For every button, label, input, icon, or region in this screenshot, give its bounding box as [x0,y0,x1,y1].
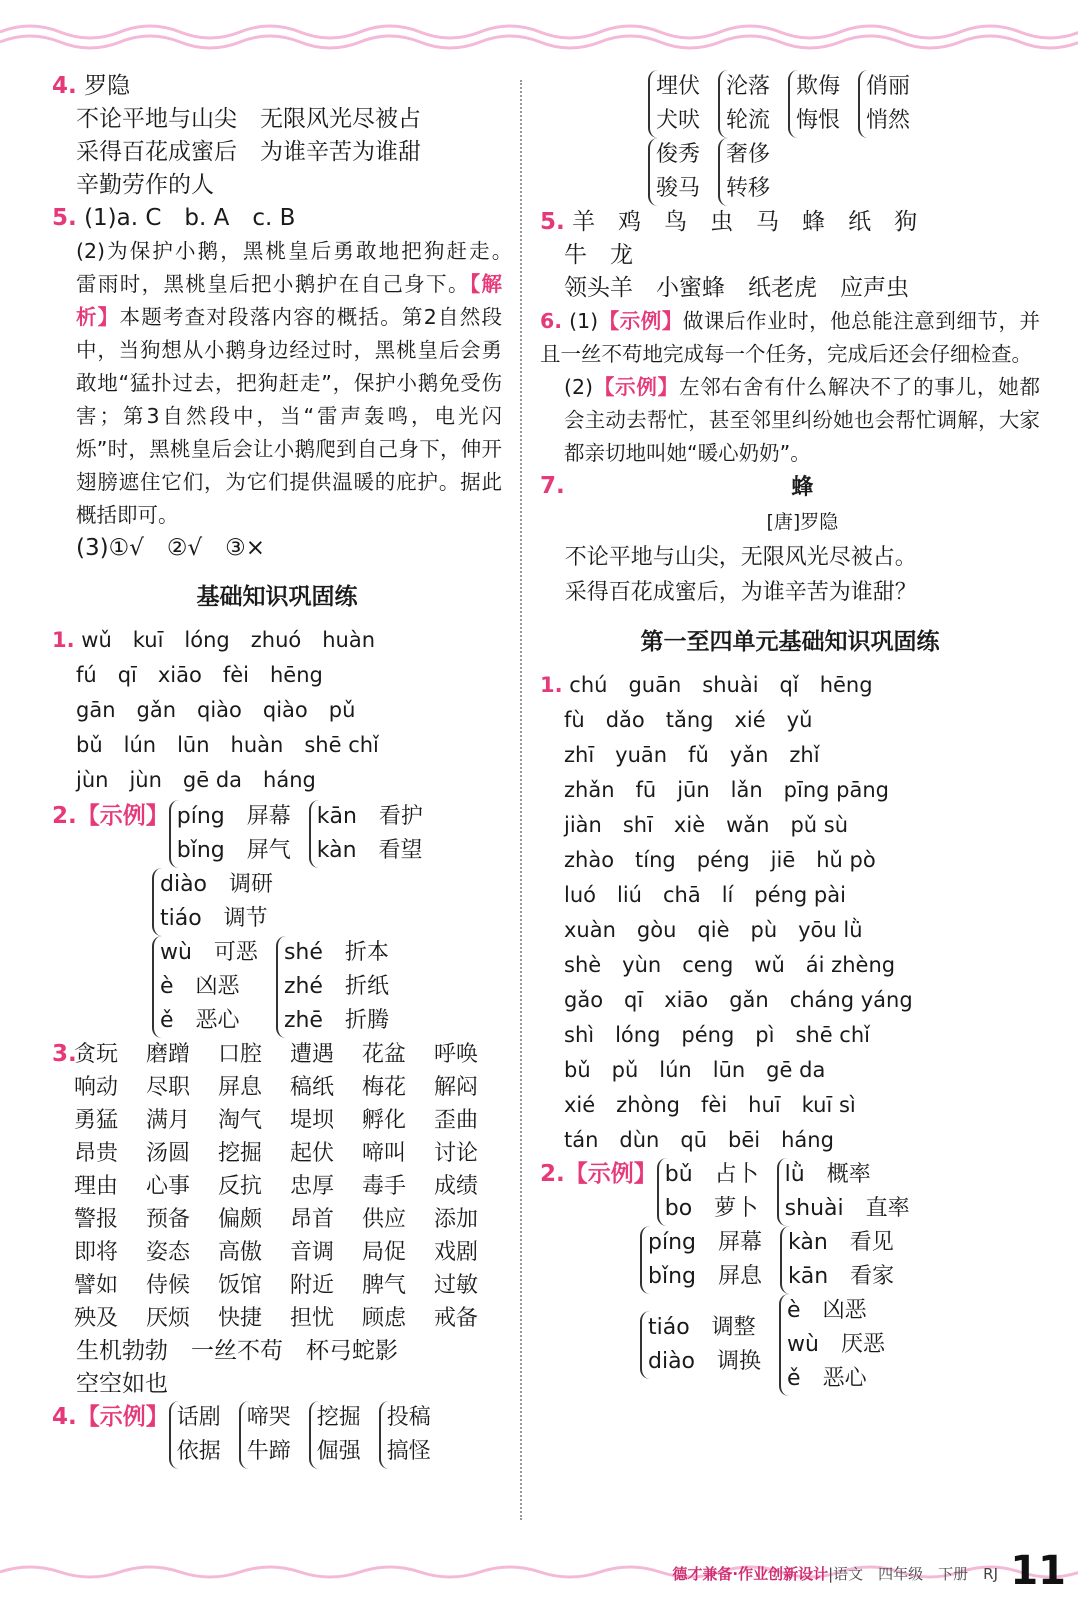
brace-group: píng 屏幕 bǐng 屏息 [640,1226,762,1294]
brace-group: 埋伏 犬吠 [648,70,700,138]
footer: 德才兼备·作业创新设计|语文 四年级 下册 RJ [672,1565,998,1583]
top-wave-border [0,18,1078,58]
s1q1-line: jùn jùn gē da háng [76,768,316,792]
column-divider [520,80,522,1520]
r-q5-line: 领头羊 小蜜蜂 纸老虎 应声虫 [564,275,909,301]
word-item: 快捷 [218,1306,263,1331]
s2q1-line: bǔ pǔ lún lūn gē da [564,1058,826,1082]
q5-part2: (2)为保护小鹅，黑桃皇后勇敢地把狗赶走。 雷雨时，黑桃皇后把小鹅护在自己身下。【解析】本题考查对段落内容的概括。第2自然段中，当狗想从小鹅身边经过时，黑桃皇后会勇敢地“猛扑过去，把狗赶走”，保护小鹅免受伤害；第3自然段中，当“雷声轰鸣，电光闪烁”时，黑桃皇后会让小鹅爬到自己身下，伸开翅膀遮住它们，为它们提供温暖的庇护。据此概括即可。 [76,239,523,527]
q4-title-line: 4. 罗隐 [52,73,131,99]
word-item: 勇猛 [74,1108,119,1133]
word-grid [74,1038,506,1335]
section-heading: 第一至四单元基础知识巩固练 [640,629,940,655]
brace-group: shé 折本 zhé 折纸 zhē 折腾 [276,936,389,1038]
q5-part3: (3)①√ ②√ ③× [76,535,266,561]
word-item: 昂贵 [74,1141,119,1166]
s2q1-line: zhī yuān fǔ yǎn zhǐ [564,743,820,767]
brace-group: è 凶恶 wù 厌恶 ě 恶心 [779,1294,885,1396]
word-item: 尽职 [146,1075,191,1100]
s2q1-line: gǎo qī xiāo gǎn cháng yáng [564,988,913,1012]
r-q6-part1: 6. (1)【示例】做课后作业时，他总能注意到细节，并且一丝不苟地完成每一个任务，完成后还会仔细检查。 [540,309,1040,366]
poem-line: 采得百花成蜜后，为谁辛苦为谁甜？ [564,580,917,605]
word-item: 花盆 [362,1042,407,1067]
word-item: 汤圆 [146,1141,191,1166]
word-item: 忠厚 [290,1174,335,1199]
s2q1-line: luó liú chā lí péng pài [564,883,846,907]
word-item: 厌烦 [146,1306,191,1331]
word-item: 脾气 [362,1273,407,1298]
brace-group: tiáo 调整 diào 调换 [640,1311,761,1379]
brace-group: 俏丽 悄然 [858,70,910,138]
word-item: 歪曲 [434,1108,479,1133]
s2q1-line: fù dǎo tǎng xié yǔ [564,708,813,732]
word-item: 起伏 [290,1141,335,1166]
word-item: 戒备 [434,1306,479,1331]
word-item: 添加 [434,1207,479,1232]
r-q6-part2: (2)【示例】左邻右舍有什么解决不了的事儿，她都会主动去帮忙，甚至邻里纠纷她也会帮忙调解，大家都亲切地叫她“暖心奶奶”。 [564,375,1041,465]
word-item: 局促 [362,1240,407,1265]
s2q2-row2 [540,1226,1040,1294]
brace-group: bǔ 占卜 bo 萝卜 [657,1158,759,1226]
word-item: 顾虑 [362,1306,407,1331]
poem-line: 不论平地与山尖，无限风光尽被占。 [564,545,917,570]
poem-title: 蜂 [791,475,814,500]
word-item: 预备 [146,1207,191,1232]
s2q1-line: zhào tíng péng jiē hǔ pò [564,848,876,872]
s1q2-row2 [52,868,502,936]
brace-group: 啼哭 牛蹄 [239,1401,291,1469]
word-item: 屏息 [218,1075,263,1100]
brace-group: 欺侮 悔恨 [788,70,840,138]
s2q1-rest [540,703,1040,1158]
s2q1-line: 1. chú guān shuài qǐ hēng [540,673,873,697]
right-column [540,70,1040,1396]
s1q4: 4.【示例】 话剧 依据 啼哭 牛蹄 挖掘 倔强 投稿 搞怪 [52,1401,502,1469]
word-item: 姿态 [146,1240,191,1265]
s1q3-idioms: 空空如也 [76,1371,168,1397]
brace-group: kàn 看见 kān 看家 [780,1226,894,1294]
s1q2-row3 [52,936,502,1038]
brace-group: píng 屏幕 bǐng 屏气 [169,800,291,868]
brace-group: lǜ 概率 shuài 直率 [777,1158,910,1226]
word-item: 附近 [290,1273,335,1298]
s2q1-line: zhǎn fū jūn lǎn pīng pāng [564,778,889,802]
word-item: 警报 [74,1207,119,1232]
brace-group: 沦落 轮流 [718,70,770,138]
word-item: 满月 [146,1108,191,1133]
brace-group: 投稿 搞怪 [379,1401,431,1469]
r-q5-line: 牛 龙 [564,242,633,268]
word-item: 解闷 [434,1075,479,1100]
s1q2-row1: 2.【示例】 píng 屏幕 bǐng 屏气 kān 看护 kàn 看望 [52,800,502,868]
word-item: 啼叫 [362,1141,407,1166]
word-item: 心事 [146,1174,191,1199]
word-item: 梅花 [362,1075,407,1100]
word-item: 磨蹭 [146,1042,191,1067]
word-item: 稿纸 [290,1075,335,1100]
word-item: 响动 [74,1075,119,1100]
s2q1-line: xuàn gòu qiè pù yōu lǜ [564,918,863,942]
word-item: 音调 [290,1240,335,1265]
q5-part1: 5. (1)a. C b. A c. B [52,205,296,231]
poem [565,470,1040,610]
analysis-tag: 【解析】 [76,272,503,329]
q4-title: 罗隐 [84,73,131,99]
brace-group: wù 可恶 è 凶恶 ě 恶心 [152,936,258,1038]
word-item: 过敏 [434,1273,479,1298]
word-item: 反抗 [218,1174,263,1199]
section-heading: 基础知识巩固练 [196,584,358,610]
cont-row2 [540,138,1040,206]
word-item: 挖掘 [218,1141,263,1166]
brace-group: 俊秀 骏马 [648,138,700,206]
s1q1-line: bǔ lún lūn huàn shē chǐ [76,733,379,757]
word-item: 理由 [74,1174,119,1199]
brace-group: kān 看护 kàn 看望 [309,800,423,868]
brace-group: 话剧 依据 [169,1401,221,1469]
q4-line: 不论平地与山尖 无限风光尽被占 [76,106,421,132]
word-item: 侍候 [146,1273,191,1298]
s1q1-line: fú qī xiāo fèi hēng [76,663,323,687]
word-item: 成绩 [434,1174,479,1199]
s2q1-line: xié zhòng fèi huī kuī sì [564,1093,856,1117]
s2q1-line: shè yùn ceng wǔ ái zhèng [564,953,896,977]
word-item: 口腔 [218,1042,263,1067]
brace-group: 奢侈 转移 [718,138,770,206]
s1q1-line: gān gǎn qiào qiào pǔ [76,698,356,722]
r-q5-line: 5. 羊 鸡 鸟 虫 马 蜂 纸 狗 [540,209,918,235]
word-item: 譬如 [74,1273,119,1298]
word-item: 呼唤 [434,1042,479,1067]
word-item: 殃及 [74,1306,119,1331]
word-item: 贪玩 [74,1042,119,1067]
word-item: 饭馆 [218,1273,263,1298]
word-item: 堤坝 [290,1108,335,1133]
word-item: 供应 [362,1207,407,1232]
poem-author: [唐]罗隐 [766,511,839,533]
word-item: 淘气 [218,1108,263,1133]
brace-group: 挖掘 倔强 [309,1401,361,1469]
q4-line: 采得百花成蜜后 为谁辛苦为谁甜 [76,139,421,165]
s2q1-line: shì lóng péng pì shē chǐ [564,1023,870,1047]
word-item: 遭遇 [290,1042,335,1067]
s2q2-row3 [540,1294,1040,1396]
word-item: 孵化 [362,1108,407,1133]
s2q2-row1: 2.【示例】 bǔ 占卜 bo 萝卜 lǜ 概率 shuài 直率 [540,1158,1040,1226]
r-q7: 7. 蜂 [唐]罗隐 不论平地与山尖，无限风光尽被占。 采得百花成蜜后，为谁辛苦为谁甜？ [540,470,1040,610]
word-item: 戏剧 [434,1240,479,1265]
s1q3: 3. 贪玩 磨蹭 口腔 遭遇 花盆 呼唤 响动 尽职 屏息 稿纸 梅花 解闷 勇猛 满月 淘气 堤坝 孵化 歪曲 昂贵 汤圆 挖掘 起伏 啼叫 讨论 理由 心事 反抗 忠厚 毒手 成绩 警报 预备 偏颇 昂首 供应 添加 即将 姿态 高傲 音调 局促 戏剧 譬如 侍候 饭馆 附近 脾气 过敏 殃及 厌烦 快捷 担忧 顾虑 戒备 [52,1038,502,1335]
brace-group: diào 调研 tiáo 调节 [152,868,273,936]
cont-row1 [540,70,1040,138]
s2q1-line: jiàn shī xiè wǎn pǔ sù [564,813,849,837]
q4-line: 辛勤劳作的人 [76,172,214,198]
word-item: 讨论 [434,1141,479,1166]
word-item: 昂首 [290,1207,335,1232]
word-item: 高傲 [218,1240,263,1265]
s2q1-line: tán dùn qū bēi háng [564,1128,834,1152]
word-item: 偏颇 [218,1207,263,1232]
page-number: 11 [1010,1548,1066,1594]
left-column [52,70,523,1469]
s1q1-line: 1. wǔ kuī lóng zhuó huàn [52,628,376,652]
word-item: 担忧 [290,1306,335,1331]
word-item: 毒手 [362,1174,407,1199]
word-item: 即将 [74,1240,119,1265]
s1q3-idioms: 生机勃勃 一丝不苟 杯弓蛇影 [76,1338,398,1364]
